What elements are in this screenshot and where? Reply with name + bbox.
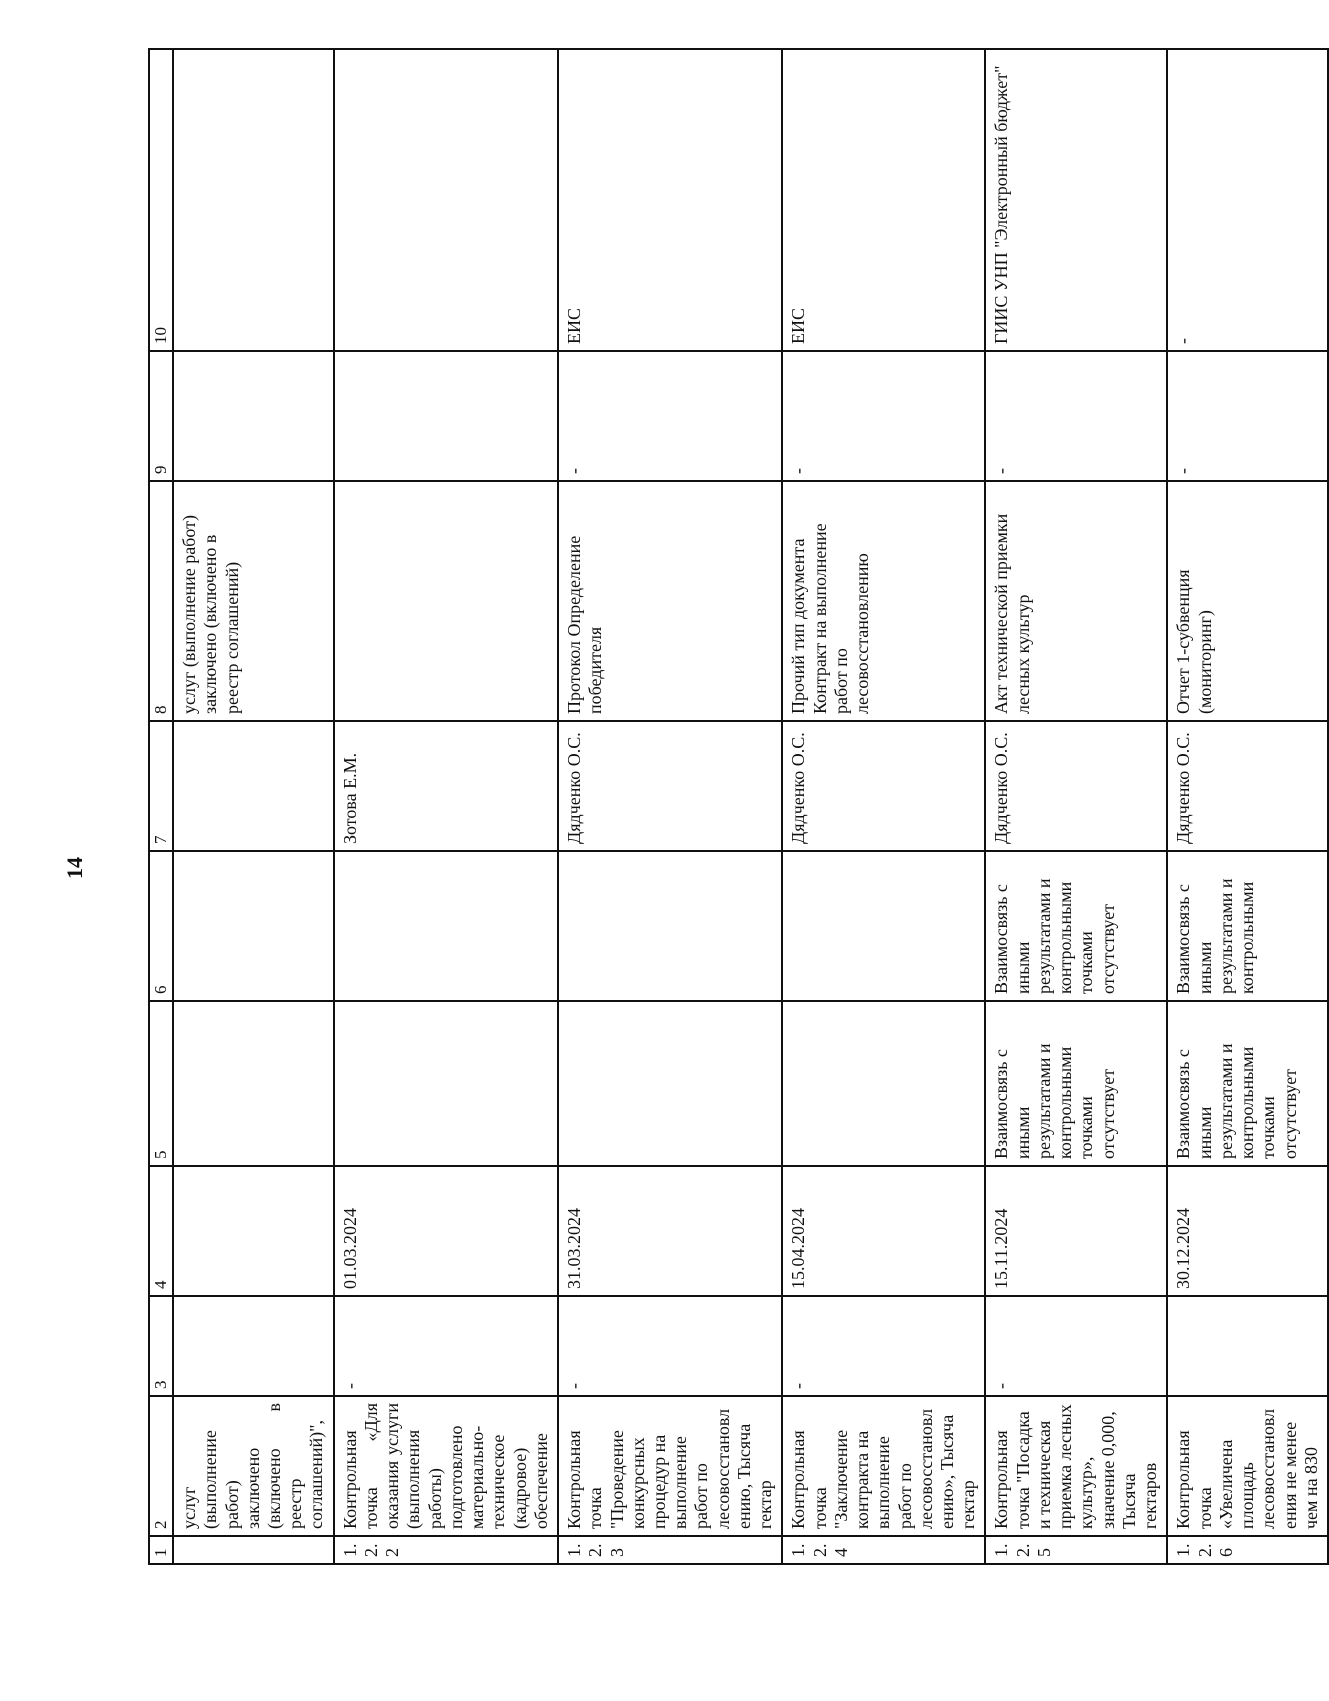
cell-system: ГИИС УНП "Электронный бюджет" xyxy=(985,49,1167,351)
cell-document: услуг (выполнение работ) заключено (включено в реестр соглашений) xyxy=(173,481,334,721)
cell-link-2 xyxy=(782,851,985,1001)
header-cell: 2 xyxy=(149,1396,173,1536)
rotated-table-wrapper xyxy=(148,50,1321,1565)
cell-link xyxy=(558,1001,782,1166)
cell-date: 15.11.2024 xyxy=(985,1166,1167,1296)
row-number: 1.2.4 xyxy=(782,1536,985,1564)
header-cell: 3 xyxy=(149,1296,173,1396)
cell-responsible xyxy=(173,721,334,851)
cell-link-2 xyxy=(558,851,782,1001)
cell-col9 xyxy=(334,351,558,481)
cell-link-2: Взаимосвязь с иными результатами и контрольными точками отсутствует xyxy=(985,851,1167,1001)
cell-col9: - xyxy=(1167,351,1328,481)
cell-date: 01.03.2024 xyxy=(334,1166,558,1296)
cell-col9 xyxy=(173,351,334,481)
cell-date xyxy=(173,1166,334,1296)
row-number xyxy=(173,1536,334,1564)
cell-document: Отчет 1-субвенция (мониторинг) xyxy=(1167,481,1328,721)
cell-link-2: Взаимосвязь с иными результатами и контрольными xyxy=(1167,851,1328,1001)
cell-link xyxy=(334,1001,558,1166)
cell-link: Взаимосвязь с иными результатами и контрольными точками отсутствует xyxy=(1167,1001,1328,1166)
cell-col3 xyxy=(1167,1296,1328,1396)
cell-document: Акт технической приемки лесных культур xyxy=(985,481,1167,721)
header-cell: 7 xyxy=(149,721,173,851)
cell-col9: - xyxy=(782,351,985,481)
cell-date: 31.03.2024 xyxy=(558,1166,782,1296)
cell-document: Протокол Определение победителя xyxy=(558,481,782,721)
cell-link-2 xyxy=(173,851,334,1001)
cell-system xyxy=(173,49,334,351)
row-number: 1.2.3 xyxy=(558,1536,782,1564)
cell-document: Прочий тип документа Контракт на выполнение работ по лесовосстановлению xyxy=(782,481,985,721)
table-row xyxy=(985,49,1167,1564)
cell-name: Контрольная точка "Посадка и техническая приемка лесных культур», значение 0,000, Тысяча гектаров xyxy=(985,1396,1167,1536)
cell-date: 15.04.2024 xyxy=(782,1166,985,1296)
table-row xyxy=(1167,49,1328,1564)
cell-responsible: Дядченко О.С. xyxy=(1167,721,1328,851)
table-row xyxy=(334,49,558,1564)
cell-link xyxy=(173,1001,334,1166)
cell-responsible: Дядченко О.С. xyxy=(985,721,1167,851)
cell-responsible: Дядченко О.С. xyxy=(782,721,985,851)
cell-system: ЕИС xyxy=(558,49,782,351)
cell-name: Контрольная точка "Заключение контракта на выполнение работ по лесовосстановлению», Тысяча гектар xyxy=(782,1396,985,1536)
header-cell: 1 xyxy=(149,1536,173,1564)
cell-responsible: Дядченко О.С. xyxy=(558,721,782,851)
cell-link-2 xyxy=(334,851,558,1001)
cell-name: услуг (выполнение работ) заключено (включено в реестр соглашений)", xyxy=(173,1396,334,1536)
cell-col9: - xyxy=(985,351,1167,481)
table-row xyxy=(173,49,334,1564)
header-cell: 6 xyxy=(149,851,173,1001)
cell-col3: - xyxy=(985,1296,1167,1396)
cell-date: 30.12.2024 xyxy=(1167,1166,1328,1296)
cell-link xyxy=(782,1001,985,1166)
header-cell: 10 xyxy=(149,49,173,351)
cell-name: Контрольная точка «Увеличена площадь лесовосстановления не менее чем на 830 xyxy=(1167,1396,1328,1536)
cell-responsible: Зотова Е.М. xyxy=(334,721,558,851)
cell-system xyxy=(334,49,558,351)
cell-col3: - xyxy=(782,1296,985,1396)
header-row xyxy=(149,49,173,1564)
row-number: 1.2.5 xyxy=(985,1536,1167,1564)
cell-name: Контрольная точка "Проведение конкурсных процедур на выполнение работ по лесовосстановлению, Тысяча гектар xyxy=(558,1396,782,1536)
cell-col9: - xyxy=(558,351,782,481)
cell-link: Взаимосвязь с иными результатами и контрольными точками отсутствует xyxy=(985,1001,1167,1166)
row-number: 1.2.2 xyxy=(334,1536,558,1564)
cell-col3 xyxy=(173,1296,334,1396)
cell-document xyxy=(334,481,558,721)
cell-system: - xyxy=(1167,49,1328,351)
header-cell: 9 xyxy=(149,351,173,481)
header-cell: 5 xyxy=(149,1001,173,1166)
cell-name: Контрольная точка «Для оказания услуги (выполнения работы) подготовлено материально-техническое (кадровое) обеспечение xyxy=(334,1396,558,1536)
table-row xyxy=(558,49,782,1564)
header-cell: 4 xyxy=(149,1166,173,1296)
cell-col3: - xyxy=(334,1296,558,1396)
page-number: 14 xyxy=(62,857,87,879)
cell-col3: - xyxy=(558,1296,782,1396)
cell-system: ЕИС xyxy=(782,49,985,351)
row-number: 1.2.6 xyxy=(1167,1536,1328,1564)
control-points-table xyxy=(148,48,1329,1565)
table-row xyxy=(782,49,985,1564)
header-cell: 8 xyxy=(149,481,173,721)
